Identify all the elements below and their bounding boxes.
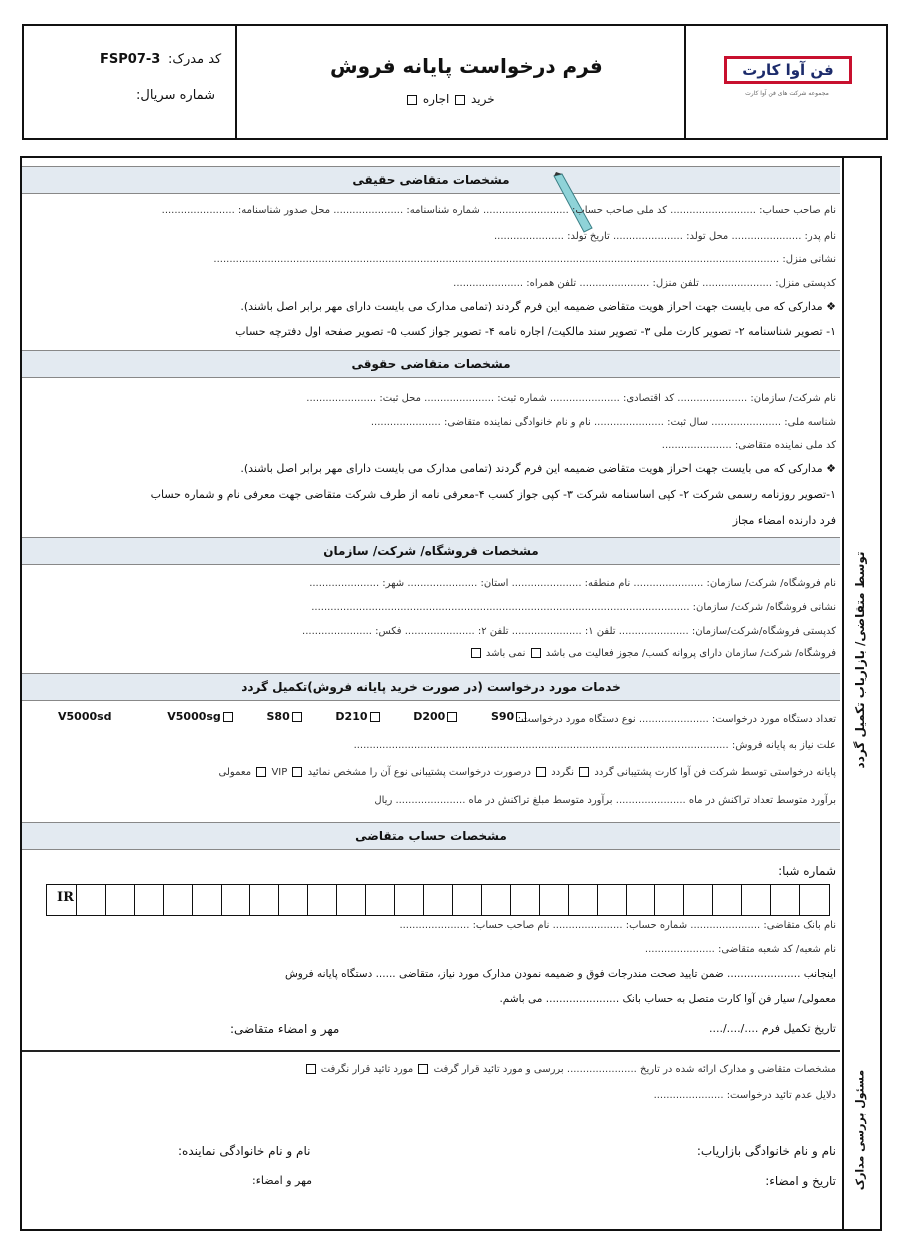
legal-note: ❖ مدارکی که می بایست جهت احراز هویت متقاضی ضمیمه این فرم گردند (تمامی مدارک می بایست دارای مهر برابر اصل باشند). (240, 462, 836, 475)
iban-prefix: IR (57, 890, 74, 905)
iban-cell-divider (336, 885, 337, 915)
real-address: نشانی منزل: .................................................................................................................................................................................. (213, 254, 836, 265)
company-logo (718, 52, 853, 104)
support-no-checkbox[interactable] (536, 767, 546, 777)
section-store-title: مشخصات فروشگاه/ شرکت/ سازمان (22, 537, 840, 565)
rep-name: نام و نام خانوادگی نماینده: (178, 1144, 311, 1158)
diamond-bullet-icon: ❖ (826, 300, 836, 313)
real-docs: ۱- تصویر شناسنامه ۲- تصویر کارت ملی ۳- تصویر سند مالکیت/ اجاره نامه ۴- تصویر جواز کسب ۵- تصویر صفحه اول دفترچه حساب (235, 325, 836, 338)
iban-cell-divider (192, 885, 193, 915)
store-line1: نام فروشگاه/ شرکت/ سازمان: ...................... نام منطقه: ...................... استان: ...................... شهر: ...................... (309, 578, 836, 589)
review-line1: مشخصات متقاضی و مدارک ارائه شده در تاریخ ...................... بررسی و مورد تائید قرار گرفت مورد تائید قرار نگرفت (304, 1064, 836, 1075)
legal-line2: شناسه ملی: ...................... سال ثبت: ...................... نام و نام خانوادگی نماینده متقاضی: ...................... (370, 417, 836, 428)
account-branch: نام شعبه/ کد شعبه متقاضی: ...................... (644, 944, 836, 955)
device-checkbox[interactable] (292, 712, 302, 722)
purchase-checkbox[interactable] (455, 95, 465, 105)
license-no-label: نمی باشد (485, 648, 526, 659)
iban-cell-divider (423, 885, 424, 915)
iban-cell-divider (249, 885, 250, 915)
serial-label: شماره سریال: (136, 88, 216, 103)
support-normal-checkbox[interactable] (256, 767, 266, 777)
iban-cell-divider (539, 885, 540, 915)
purchase-type (405, 92, 495, 106)
iban-cell-divider (626, 885, 627, 915)
doc-code-value: FSP07-3 (100, 52, 161, 67)
iban-grid[interactable] (46, 884, 830, 916)
services-reason: علت نیاز به پایانه فروش: ...................................................................................................................... (353, 740, 836, 751)
device-options (58, 710, 528, 723)
iban-cell-divider (568, 885, 569, 915)
iban-cell-divider (394, 885, 395, 915)
services-estimate: برآورد متوسط تعداد تراکنش در ماه ...................... برآورد متوسط مبلغ تراکنش در ماه ...................... ریال (374, 795, 836, 806)
iban-cell-divider (134, 885, 135, 915)
device-option: S90 (490, 710, 515, 723)
diamond-bullet-icon: ❖ (826, 462, 836, 475)
logo-tagline: مجموعه شرکت های فن آوا کارت (745, 90, 829, 97)
device-option: S80 (266, 710, 290, 723)
review-reasons: دلایل عدم تائید درخواست: ...................... (653, 1090, 836, 1101)
iban-cell-divider (597, 885, 598, 915)
section-services-title: خدمات مورد درخواست (در صورت خرید پایانه فروش)تکمیل گردد (22, 673, 840, 701)
legal-docs-cont: فرد دارنده امضاء مجاز (732, 514, 836, 527)
review-rejected-checkbox[interactable] (306, 1064, 316, 1074)
marketer-name: نام و نام خانوادگی بازاریاب: (696, 1144, 836, 1158)
logo-text: فن آوا کارت (724, 56, 852, 84)
iban-cell-divider (799, 885, 800, 915)
section-real-title: مشخصات متقاضی حقیقی (22, 166, 840, 194)
store-line3: کدپستی فروشگاه/شرکت/سازمان: ...................... تلفن ۱: ...................... تلفن ۲: ...................... فکس: ...................... (302, 626, 836, 637)
legal-docs: ۱-تصویر روزنامه رسمی شرکت ۲- کپی اساسنامه شرکت ۳- کپی جواز کسب ۴-معرفی نامه از طرف شرکت متقاضی جهت معرفی نام و شماره حساب (150, 488, 836, 501)
iban-cell-divider (741, 885, 742, 915)
services-support: پایانه درخواستی توسط شرکت فن آوا کارت پشتیبانی گردد نگردد درصورت درخواست پشتیبانی نوع آن را مشخص نمائید VIP معمولی (218, 767, 836, 778)
store-license: فروشگاه/ شرکت/ سازمان دارای پروانه کسب/ مجوز فعالیت می باشد نمی باشد (469, 648, 836, 659)
iban-cell-divider (76, 885, 77, 915)
iban-cell-divider (105, 885, 106, 915)
support-yes-checkbox[interactable] (579, 767, 589, 777)
applicant-signature: مهر و امضاء متقاضی: (230, 1022, 340, 1036)
real-line1: نام صاحب حساب: ........................... کد ملی صاحب حساب: ........................... شماره شناسنامه: ...................... محل صدور شناسنامه: ....................... (161, 205, 836, 216)
review-approved-checkbox[interactable] (418, 1064, 428, 1074)
legal-line1: نام شرکت/ سازمان: ...................... کد اقتصادی: ...................... شماره ثبت: ...................... محل ثبت: ...................... (306, 393, 836, 404)
header-divider (684, 26, 686, 138)
rent-label: اجاره (422, 92, 450, 106)
store-address: نشانی فروشگاه/ شرکت/ سازمان: ....................................................................................................................... (311, 602, 836, 613)
device-checkbox[interactable] (223, 712, 233, 722)
iban-cell-divider (278, 885, 279, 915)
iban-cell-divider (365, 885, 366, 915)
side-label-cell (840, 160, 880, 1050)
form-title: فرم درخواست پایانه فروش (330, 54, 603, 78)
iban-cell-divider (481, 885, 482, 915)
device-checkbox[interactable] (516, 712, 526, 722)
real-note: ❖ مدارکی که می بایست جهت احراز هویت متقاضی ضمیمه این فرم گردند (تمامی مدارک می بایست دارای مهر برابر اصل باشند). (240, 300, 836, 313)
services-line1: تعداد دستگاه مورد درخواست: ...................... نوع دستگاه مورد درخواست: (517, 714, 836, 725)
license-yes-checkbox[interactable] (531, 648, 541, 658)
rep-stamp: مهر و امضاء: (252, 1174, 313, 1187)
license-no-checkbox[interactable] (471, 648, 481, 658)
device-option: D200 (413, 710, 446, 723)
iban-cell-divider (452, 885, 453, 915)
iban-cell-divider (683, 885, 684, 915)
real-line4: کدپستی منزل: ...................... تلفن منزل: ...................... تلفن همراه: ...................... (453, 278, 836, 289)
device-option: D210 (335, 710, 368, 723)
account-declaration: اینجانب ...................... ضمن تایید صحت مندرجات فوق و ضمیمه نمودن مدارک مورد نیاز، متقاضی ...... دستگاه پایانه فروش (284, 968, 836, 980)
purchase-label: خرید (470, 92, 495, 106)
device-option: V5000sg (167, 710, 221, 723)
device-option: V5000sd (58, 710, 112, 723)
device-checkbox[interactable] (370, 712, 380, 722)
iban-cell-divider (712, 885, 713, 915)
iban-cell-divider (510, 885, 511, 915)
account-line1: نام بانک متقاضی: ...................... شماره حساب: ...................... نام صاحب حساب: ...................... (399, 920, 836, 931)
rent-checkbox[interactable] (407, 95, 417, 105)
side-label: توسط متقاضی/ بازاریاب تکمیل گردد (853, 551, 867, 769)
review-side-label: مسئول بررسی مدارک (853, 1069, 867, 1191)
header-divider (235, 26, 237, 138)
section-legal-title: مشخصات متقاضی حقوقی (22, 350, 840, 378)
doc-code-label: کد مدرک: (168, 52, 222, 67)
support-vip-checkbox[interactable] (292, 767, 302, 777)
section-account-title: مشخصات حساب متقاضی (22, 822, 840, 850)
iban-cell-divider (770, 885, 771, 915)
iban-cell-divider (221, 885, 222, 915)
iban-cell-divider (307, 885, 308, 915)
review-divider (22, 1050, 840, 1052)
iban-label: شماره شبا: (778, 864, 836, 878)
review-side-cell (840, 1055, 880, 1225)
iban-cell-divider (654, 885, 655, 915)
marketer-date-sign: تاریخ و امضاء: (765, 1174, 836, 1188)
legal-line3: کد ملی نماینده متقاضی: ...................... (661, 440, 836, 451)
iban-cell-divider (163, 885, 164, 915)
real-line2: نام پدر: ...................... محل تولد: ...................... تاریخ تولد: ...................... (494, 231, 836, 242)
account-declaration-cont: معمولی/ سیار فن آوا کارت متصل به حساب بانک ...................... می باشم. (499, 993, 836, 1005)
device-checkbox[interactable] (447, 712, 457, 722)
fill-date: تاریخ تکمیل فرم ..../..../.... (708, 1022, 836, 1035)
